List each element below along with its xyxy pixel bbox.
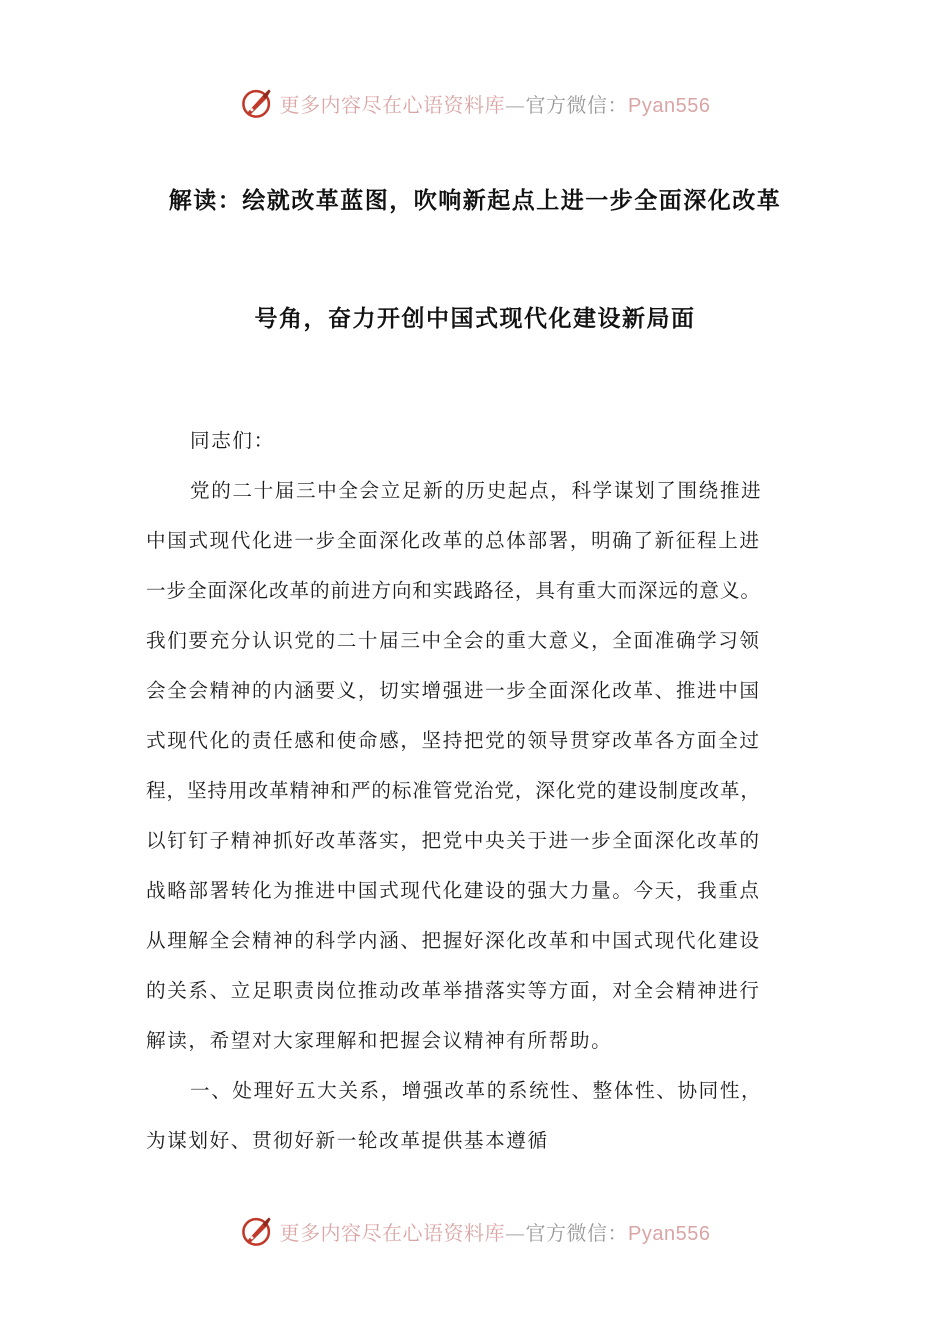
banner-wechat-label: 官方微信： <box>525 1220 629 1245</box>
paragraph-1-line: 程，坚持用改革精神和严的标准管党治党，深化党的建设制度改革， <box>146 779 761 802</box>
pen-nib-logo-icon <box>240 86 274 120</box>
banner-wechat-label: 官方微信： <box>525 92 629 117</box>
paragraph-1-line: 解读，希望对大家理解和把握会议精神有所帮助。 <box>146 1029 613 1052</box>
footer-banner <box>0 1208 950 1254</box>
paragraph-1-line: 以钉钉子精神抓好改革落实，把党中央关于进一步全面深化改革的 <box>146 829 761 852</box>
section-1-heading-line: 为谋划好、贯彻好新一轮改革提供基本遵循 <box>146 1129 549 1152</box>
paragraph-1-line: 式现代化的责任感和使命感，坚持把党的领导贯穿改革各方面全过 <box>146 729 761 752</box>
banner-dash: — <box>505 1220 526 1245</box>
pen-nib-logo-icon <box>240 1214 274 1248</box>
banner-wechat-id: Pyan556 <box>628 1222 711 1245</box>
paragraph-1-line: 一步全面深化改革的前进方向和实践路径，具有重大而深远的意义。 <box>146 579 761 602</box>
paragraph-1-line: 的关系、立足职责岗位推动改革举措落实等方面，对全会精神进行 <box>146 979 761 1002</box>
document-title-line-1: 解读：绘就改革蓝图，吹响新起点上进一步全面深化改革 <box>168 188 782 214</box>
banner-text <box>280 89 711 118</box>
banner-main-text: 更多内容尽在心语资料库 <box>279 92 506 117</box>
banner-dash: — <box>505 92 526 117</box>
section-1-heading-line: 一、处理好五大关系，增强改革的系统性、整体性、协同性， <box>190 1079 763 1102</box>
banner-text <box>280 1217 711 1246</box>
paragraph-1-line: 战略部署转化为推进中国式现代化建设的强大力量。今天，我重点 <box>146 879 761 902</box>
document-body <box>146 416 826 1166</box>
paragraph-1-line: 从理解全会精神的科学内涵、把握好深化改革和中国式现代化建设 <box>146 929 761 952</box>
document-title-line-2: 号角，奋力开创中国式现代化建设新局面 <box>254 306 696 332</box>
salutation: 同志们： <box>190 429 275 452</box>
paragraph-1-line: 中国式现代化进一步全面深化改革的总体部署，明确了新征程上进 <box>146 529 761 552</box>
paragraph-1-line: 会全会精神的内涵要义，切实增强进一步全面深化改革、推进中国 <box>146 679 761 702</box>
header-banner <box>0 80 950 126</box>
paragraph-1-line: 我们要充分认识党的二十届三中全会的重大意义，全面准确学习领 <box>146 629 761 652</box>
banner-main-text: 更多内容尽在心语资料库 <box>279 1220 506 1245</box>
banner-wechat-id: Pyan556 <box>628 94 711 117</box>
paragraph-1-line: 党的二十届三中全会立足新的历史起点，科学谋划了围绕推进 <box>190 479 763 502</box>
